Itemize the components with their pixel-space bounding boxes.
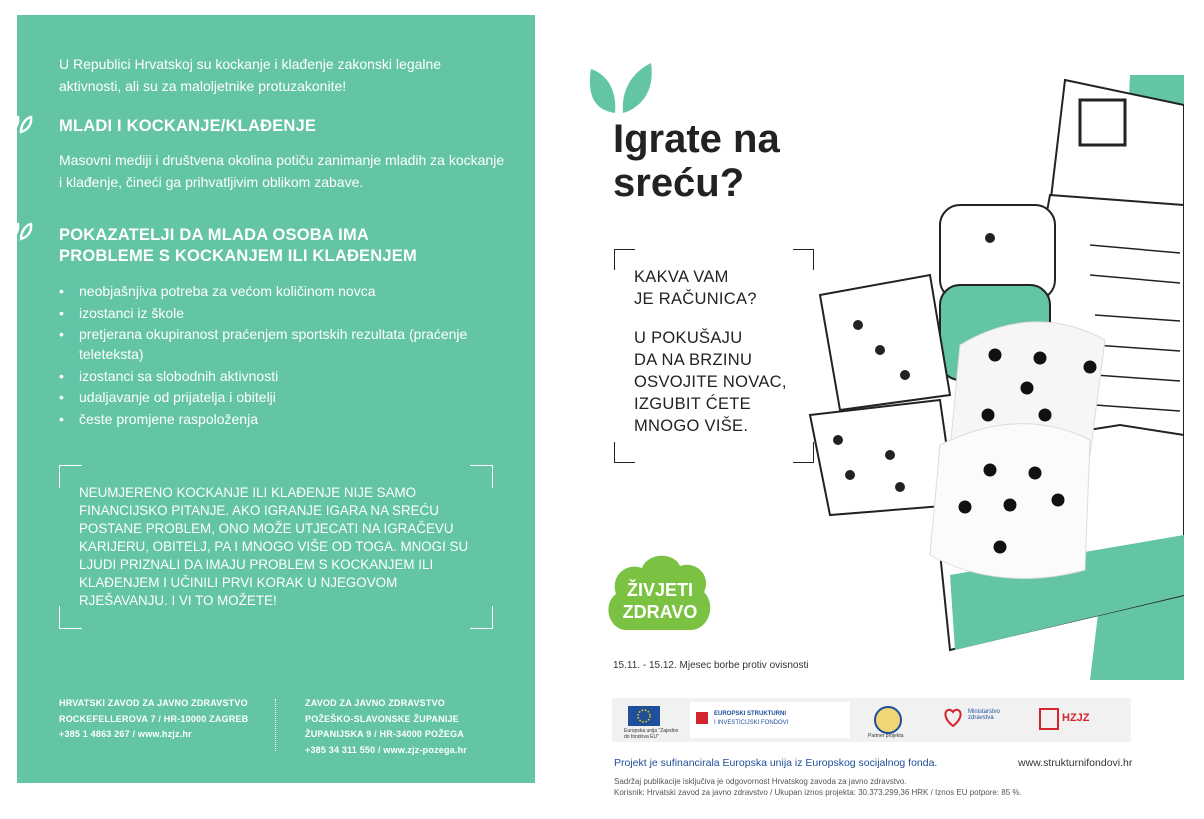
answer-line: IZGUBIT ĆETE: [634, 395, 751, 413]
title-line2: sreću?: [613, 161, 745, 205]
footer-line: ROCKEFELLEROVA 7 / HR-10000 ZAGREB: [59, 713, 249, 724]
partner-seal-icon: [874, 706, 902, 734]
footer-line: ZAVOD ZA JAVNO ZDRAVSTVO: [305, 698, 445, 708]
section1-title: MLADI I KOCKANJE/KLAĐENJE: [59, 117, 317, 135]
esf-mark-icon: [696, 712, 708, 724]
question-line: KAKVA VAM: [634, 268, 729, 286]
answer-line: OSVOJITE NOVAC,: [634, 373, 787, 391]
logo-line2: ZDRAVO: [622, 602, 698, 622]
footer-line: POŽEŠKO-SLAVONSKE ŽUPANIJE: [305, 713, 459, 724]
project-note: Projekt je sufinancirala Europska unija iz Europskog socijalnog fonda.: [614, 757, 938, 769]
section1-text: Masovni mediji i društvena okolina potiču zanimanje mladih za kockanje i klađenje, čineći ga prihvatljivim oblikom zabave.: [59, 152, 505, 190]
footer-phone: +385 34 311 550 /: [305, 744, 384, 755]
question-box: [614, 249, 814, 463]
answer-line: U POKUŠAJU: [634, 329, 743, 347]
left-panel: [17, 15, 535, 783]
eu-caption: Europska unija "Zajedno do fondova EU": [624, 728, 679, 740]
list-item: • česte promjene raspoloženja: [59, 409, 479, 429]
page-title: [613, 117, 780, 205]
list-item: • izostanci iz škole: [59, 303, 479, 323]
frame-corner: [793, 442, 814, 463]
question-line: JE RAČUNICA?: [634, 290, 757, 308]
message-text: NEUMJERENO KOCKANJE ILI KLAĐENJE NIJE SAMO FINANCIJSKO PITANJE. AKO IGRANJE IGARA NA SREĆU POSTANE PROBLEM, ONO MOŽE UTJECATI NA IGRAČEVU KARIJERU, OBITELJ, PA I MNOGO VIŠE OD TOGA. MNOGI SU LJUDI PRIZNALI DA IMAJU PROBLEM S KOCKANJEM ILI KLAĐENJEM I UČINILI PRVI KORAK U NJEGOVOM RJEŠAVANJU. I VI TO MOŽETE!: [79, 485, 469, 608]
footer-divider: [275, 699, 276, 751]
answer-text: [634, 327, 824, 437]
list-item: • neobjašnjiva potreba za većom količinom novca: [59, 281, 479, 301]
disclaimer-line1: Sadržaj publikacije isključiva je odgovornost Hrvatskog zavoda za javno zdravstvo.: [614, 777, 907, 786]
frame-corner: [614, 442, 635, 463]
leaf-icon: [7, 219, 33, 243]
section2-title: [59, 225, 417, 267]
logo-line1: ŽIVJETI: [626, 580, 694, 600]
footer-zjz: [305, 696, 467, 758]
answer-line: DA NA BRZINU: [634, 351, 753, 369]
footer-line: HRVATSKI ZAVOD ZA JAVNO ZDRAVSTVO: [59, 698, 248, 708]
esf-line1: EUROPSKI STRUKTURNI: [714, 711, 787, 717]
warning-signs-list: [59, 281, 479, 430]
logo-strip: [612, 698, 1131, 742]
esf-logo: [690, 702, 850, 738]
answer-line: MNOGO VIŠE.: [634, 417, 749, 435]
hzjz-logo: HZJZ: [1062, 712, 1090, 724]
footer-phone: +385 1 4863 267 /: [59, 729, 138, 739]
message-box: [59, 465, 493, 629]
footer-line: ŽUPANIJSKA 9 / HR-34000 POŽEGA: [305, 729, 465, 739]
footer-link[interactable]: www.hzjz.hr: [137, 729, 192, 739]
disclaimer-line2: Korisnik: Hrvatski zavod za javno zdravstvo / Ukupan iznos projekta: 30.373.299,36 HRK / Iznos EU potpore: 85 %.: [614, 788, 1022, 797]
footer-hzjz: [59, 696, 248, 743]
intro-text: U Republici Hrvatskoj su kockanje i klađenje zakonski legalne aktivnosti, ali su za maloljetnike protuzakonite!: [59, 56, 442, 94]
frame-corner: [614, 249, 635, 270]
eu-flag-icon: [628, 706, 660, 726]
list-item: • pretjerana okupiranost praćenjem sportskih rezultata (praćenje teleteksta): [59, 324, 479, 364]
list-item: • izostanci sa slobodnih aktivnosti: [59, 366, 479, 386]
title-line1: Igrate na: [613, 117, 780, 161]
leaf-logo-icon: [585, 55, 655, 117]
footer-link[interactable]: www.zjz-pozega.hr: [383, 744, 467, 755]
campaign-dates: 15.11. - 15.12. Mjesec borbe protiv ovisnosti: [613, 660, 809, 671]
heart-icon: [942, 706, 964, 728]
leaf-icon: [7, 112, 33, 136]
website-link[interactable]: www.strukturnifondovi.hr: [1018, 757, 1133, 769]
esf-line2: I INVESTICIJSKI FONDOVI: [714, 720, 789, 726]
ministry-line2: zdravstva: [968, 715, 994, 721]
section2-title-line1: POKAZATELJI DA MLADA OSOBA IMA: [59, 226, 370, 244]
hzjz-mark-icon: [1039, 708, 1059, 730]
section2-title-line2: PROBLEME S KOCKANJEM ILI KLAĐENJEM: [59, 247, 417, 265]
partner-caption: Partner projekta: [868, 733, 904, 739]
list-item: • udaljavanje od prijatelja i obitelji: [59, 387, 479, 407]
zivjeti-zdravo-logo: [604, 550, 716, 642]
ministry-line1: Ministarstvo: [968, 709, 1001, 715]
dice-and-betting-slip-illustration: [790, 75, 1184, 680]
question-text: [634, 266, 824, 310]
ministry-logo: [968, 709, 1000, 721]
